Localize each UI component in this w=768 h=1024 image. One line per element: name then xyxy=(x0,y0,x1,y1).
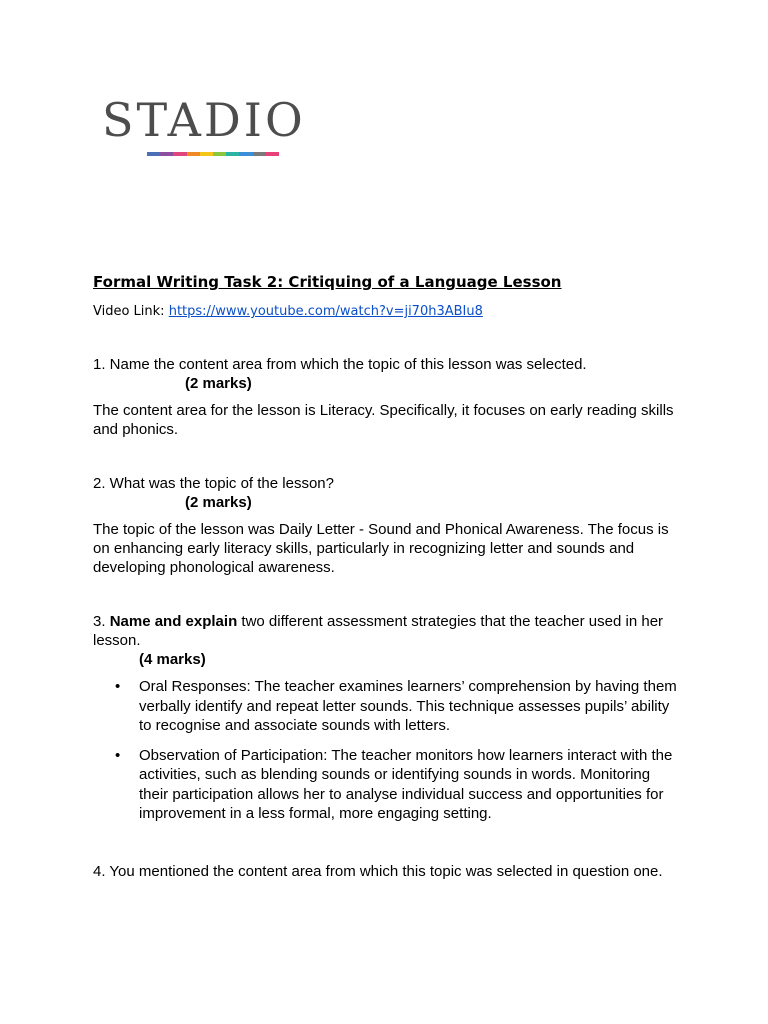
stadio-logo xyxy=(102,92,328,162)
logo-stripe-segment xyxy=(187,152,200,156)
bullet-icon: • xyxy=(115,746,121,764)
logo-color-stripe xyxy=(147,152,279,156)
list-item-text: Oral Responses: The teacher examines learners’ comprehension by having them verbally identify and repeat letter sounds. This technique assesses pupils’ ability to recognise and associate sounds with letters. xyxy=(139,678,677,734)
list-item-text: Observation of Participation: The teacher monitors how learners interact with the activities, such as blending sounds or identifying sounds in words. Monitoring their participation allows her to analyse individual success and opportunities for improvement in a less formal, more engaging setting. xyxy=(139,746,673,822)
page-title: Formal Writing Task 2: Critiquing of a Language Lesson xyxy=(93,273,562,291)
question-3-marks: (4 marks) xyxy=(139,651,206,668)
logo-stripe-segment xyxy=(213,152,226,156)
question-3-prefix: 3. xyxy=(93,613,110,630)
question-4: 4. You mentioned the content area from which this topic was selected in question one. xyxy=(93,862,663,880)
logo-stripe-segment xyxy=(160,152,173,156)
document-body xyxy=(93,272,683,881)
logo-stripe-segment xyxy=(200,152,213,156)
question-1: 1. Name the content area from which the topic of this lesson was selected. xyxy=(93,356,587,373)
logo-stripe-segment xyxy=(147,152,160,156)
video-link-line xyxy=(93,303,683,321)
list-item xyxy=(93,677,683,736)
question-2-marks: (2 marks) xyxy=(185,494,252,511)
question-2: 2. What was the topic of the lesson? xyxy=(93,475,334,492)
assessment-strategies-list xyxy=(93,677,683,824)
question-3-rest: two different assessment strategies that the teacher used in her lesson. xyxy=(93,613,664,649)
bullet-icon: • xyxy=(115,678,121,695)
logo-stripe-segment xyxy=(226,152,239,156)
list-item xyxy=(93,746,683,824)
video-link[interactable]: https://www.youtube.com/watch?v=ji70h3ABIu8 xyxy=(168,304,483,319)
logo-stripe-segment xyxy=(239,152,252,156)
question-3-bold: Name and explain xyxy=(109,613,238,630)
question-1-marks: (2 marks) xyxy=(185,375,252,392)
answer-2: The topic of the lesson was Daily Letter - Sound and Phonical Awareness. The focus is on enhancing early literacy skills, particularly in recognizing letter and sounds and developing phonological awareness. xyxy=(93,521,669,576)
logo-stripe-segment xyxy=(253,152,266,156)
logo-stripe-segment xyxy=(266,152,279,156)
question-3 xyxy=(93,612,683,650)
logo-stripe-segment xyxy=(173,152,186,156)
logo-text: STADIO xyxy=(102,93,306,147)
video-link-label: Video Link: xyxy=(93,304,169,319)
answer-1: The content area for the lesson is Literacy. Specifically, it focuses on early reading skills and phonics. xyxy=(93,402,674,438)
